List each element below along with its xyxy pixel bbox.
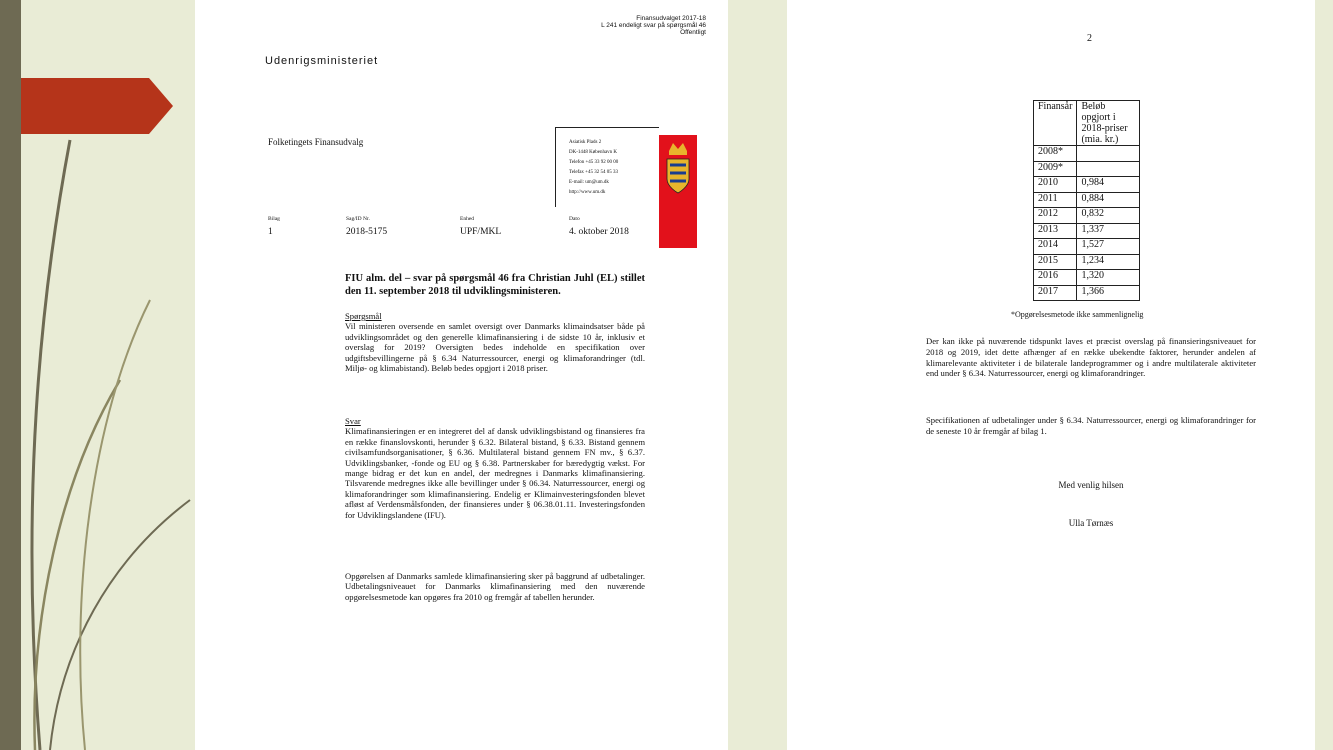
table-cell: 2008* — [1034, 146, 1077, 162]
meta-label: Sag/ID Nr. — [346, 216, 370, 222]
paragraph: Der kan ikke på nuværende tidspunkt laves et præcist overslag på finansieringsniveauet for 2018 og 2019, idet dette afhænger af en række ubekendte faktorer, herunder andelen af klimarelevante aktiviteter i de bilaterale landeprogrammer og i andre multilaterale aktiviteter end under § 6.34. Naturressourcer, energi og klimaforandringer. — [926, 336, 1256, 379]
answer-text: Klimafinansieringen er en integreret del af dansk udviklingsbistand og finansieres fra en række finanslovskonti, herunder § 6.32. Bilateral bistand, § 6.33. Bistand gennem civilsamfundsorganisationer, § 6.36. Multilateral bistand gennem FN mv., § 6.37. Udviklingsbanker, -fonde og EU og § 6.38. Partnerskaber for bæredygtig vækst. For mange bidrag er det kun en andel, der medregnes i Danmarks klimafinansiering. Tilsvarende medregnes ikke alle bevillinger under § 06.34. Naturressourcer, energi og klimaforandringer som klimafinansiering. Endelig er Klimainvesteringsfonden blevet afløst af Verdensmålsfonden, der finansieres under § 06.38.01.11. Investeringsfonden for Udviklingslandene (IFU). — [345, 426, 645, 520]
address-line: Asiatisk Plads 2 — [569, 140, 602, 145]
question-text: Vil ministeren oversende en samlet oversigt over Danmarks klimaindsatser både på udviklingsområdet og den generelle klimafinansiering i de sidste 10 år, inklusiv et overslag for 2019? Oversigten bedes indeholde en specifikation over udgiftsbevillingerne på § 6.34 Naturressourcer, energi og klimaforandringer (tdl. Miljø- og klimabistand). Beløb bedes opgjort i 2018 priser. — [345, 321, 645, 374]
paragraph: Specifikationen af udbetalinger under § 6.34. Naturressourcer, energi og klimaforandringer for de seneste 10 år fremgår af bilag 1. — [926, 415, 1256, 436]
table-cell: 2015 — [1034, 254, 1077, 270]
question-section — [345, 311, 645, 373]
table-row — [1034, 177, 1140, 193]
table-cell — [1077, 161, 1140, 177]
table-cell: 1,234 — [1077, 254, 1140, 270]
table-cell: 0,832 — [1077, 208, 1140, 224]
slide-right-edge — [1315, 0, 1333, 750]
table-cell: 2016 — [1034, 270, 1077, 286]
address-line: DK-1448 København K — [569, 150, 618, 155]
table-footnote: *Opgørelsesmetode ikke sammenlignelig — [1011, 310, 1144, 319]
document-page-1 — [195, 0, 728, 750]
table-row — [1034, 146, 1140, 162]
meta-label: Dato — [569, 216, 580, 222]
closing: Med venlig hilsen — [1058, 480, 1124, 490]
header-line: Finansudvalget 2017-18 — [636, 15, 706, 22]
table-header-year: Finansår — [1034, 101, 1077, 146]
meta-value: 4. oktober 2018 — [569, 227, 629, 237]
table-cell: 1,527 — [1077, 239, 1140, 255]
address-line: E-mail: um@um.dk — [569, 180, 609, 185]
table-cell: 0,884 — [1077, 192, 1140, 208]
signature: Ulla Tørnæs — [1068, 518, 1114, 528]
answer-section — [345, 416, 645, 520]
meta-label: Bilag — [268, 216, 280, 222]
table-row — [1034, 161, 1140, 177]
table-header-amount: Beløb opgjort i 2018-priser (mia. kr.) — [1077, 101, 1140, 146]
table-row — [1034, 239, 1140, 255]
page-number: 2 — [1087, 33, 1092, 44]
meta-value: UPF/MKL — [460, 227, 502, 237]
answer-heading: Svar — [345, 416, 361, 426]
recipient: Folketingets Finansudvalg — [268, 137, 364, 147]
header-line: Offentligt — [680, 29, 706, 36]
table-cell: 0,984 — [1077, 177, 1140, 193]
document-page-2 — [787, 0, 1315, 750]
coat-of-arms-icon — [659, 135, 697, 205]
table-row — [1034, 223, 1140, 239]
document-header — [601, 15, 706, 36]
ministry-name: Udenrigsministeriet — [265, 55, 379, 67]
table-cell: 2012 — [1034, 208, 1077, 224]
finance-table — [1033, 100, 1140, 301]
table-row — [1034, 254, 1140, 270]
answer-text-2: Opgørelsen af Danmarks samlede klimafinansiering sker på baggrund af udbetalinger. Udbetalingsniveauet for Danmarks klimafinansiering med den nuværende opgørelsesmetode kan opgøres fra 2010 og fremgår af tabellen herunder. — [345, 571, 645, 602]
header-line: L 241 endeligt svar på spørgsmål 46 — [601, 22, 706, 29]
meta-label: Enhed — [460, 216, 475, 222]
table-cell — [1077, 146, 1140, 162]
table-row — [1034, 192, 1140, 208]
meta-value: 2018-5175 — [346, 227, 388, 237]
address-line: Telefax +45 32 54 05 33 — [569, 170, 618, 175]
table-cell: 2009* — [1034, 161, 1077, 177]
table-row — [1034, 208, 1140, 224]
address-line: Telefon +45 33 92 00 00 — [569, 160, 619, 165]
table-row — [1034, 285, 1140, 301]
document-title: FIU alm. del – svar på spørgsmål 46 fra Christian Juhl (EL) stillet den 11. september 2018 til udviklingsministeren. — [345, 273, 645, 297]
table-cell: 1,366 — [1077, 285, 1140, 301]
address-line: http://www.um.dk — [569, 190, 606, 195]
address-block — [569, 138, 618, 198]
table-cell: 2013 — [1034, 223, 1077, 239]
meta-value: 1 — [268, 227, 273, 237]
table-cell: 1,320 — [1077, 270, 1140, 286]
red-arrow-shape — [21, 78, 173, 134]
question-heading: Spørgsmål — [345, 311, 382, 321]
table-cell: 1,337 — [1077, 223, 1140, 239]
table-header-row — [1034, 101, 1140, 146]
table-cell: 2017 — [1034, 285, 1077, 301]
coat-of-arms-banner — [659, 135, 697, 248]
table-cell: 2014 — [1034, 239, 1077, 255]
table-row — [1034, 270, 1140, 286]
divider — [555, 127, 659, 128]
table-cell: 2011 — [1034, 192, 1077, 208]
table-cell: 2010 — [1034, 177, 1077, 193]
divider — [555, 127, 556, 207]
